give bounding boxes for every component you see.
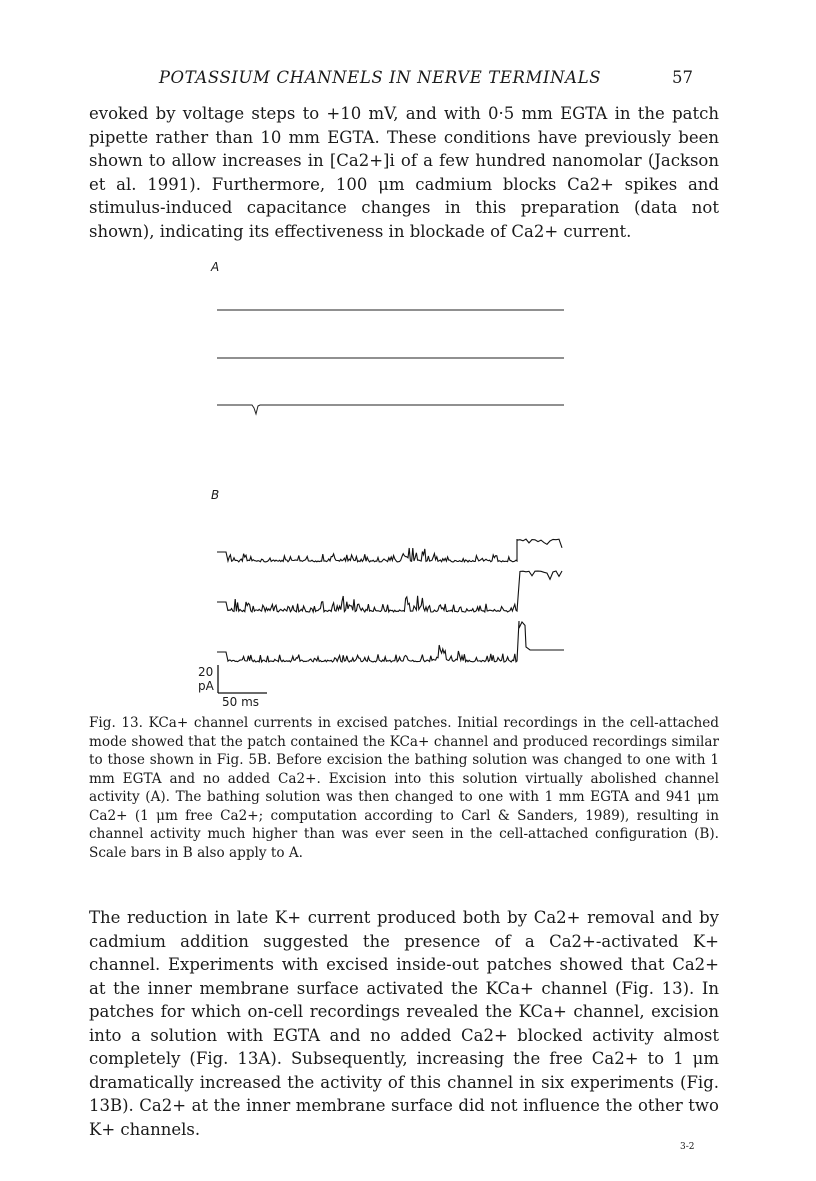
trace-b3 bbox=[217, 621, 564, 662]
paragraph-top: evoked by voltage steps to +10 mV, and with 0·5 mm EGTA in the patch pipette rather than 10 mm EGTA. These conditions have previously been shown to allow increases in [Ca2+]i of a few hundred nanomolar (Jackson et al. 1991). Furthermore, 100 μm cadmium blocks Ca2+ spikes and stimulus-induced capacitance changes in this preparation (data not shown), indicating its effectiveness in blockade of Ca2+ current. bbox=[89, 104, 719, 241]
trace-b2 bbox=[217, 571, 562, 612]
running-head: POTASSIUM CHANNELS IN NERVE TERMINALS bbox=[158, 68, 602, 87]
figure-caption bbox=[89, 714, 719, 862]
trace-b1 bbox=[217, 539, 562, 562]
traces-svg bbox=[190, 255, 590, 715]
page-number: 57 bbox=[672, 68, 693, 87]
figure-13 bbox=[190, 255, 590, 715]
trace-a3 bbox=[217, 405, 564, 414]
scale-y-value: 20 bbox=[198, 665, 214, 679]
panel-a-label: A bbox=[211, 260, 220, 274]
scale-x-label: 50 ms bbox=[222, 695, 260, 709]
footer-code: 3-2 bbox=[680, 1142, 695, 1152]
scale-y-unit: pA bbox=[198, 679, 214, 693]
caption-label: Fig. 13. bbox=[89, 715, 143, 731]
caption-text: KCa+ channel currents in excised patches. Initial recordings in the cell-attached mode showed that the patch contained the KCa+ channel and produced recordings similar to those shown in Fig. 5B. Before excision the bathing solution was changed to one with 1 mm EGTA and no added Ca2+. Excision into this solution virtually abolished channel activity (A). The bathing solution was then changed to one with 1 mm EGTA and 941 μm Ca2+ (1 μm free Ca2+; computation according to Carl & Sanders, 1989), resulting in channel activity much higher than was ever seen in the cell-attached configuration (B). Scale bars in B also apply to A. bbox=[89, 715, 720, 861]
paragraph-bottom: The reduction in late K+ current produced both by Ca2+ removal and by cadmium addition suggested the presence of a Ca2+-activated K+ channel. Experiments with excised inside-out patches showed that Ca2+ at the inner membrane surface activated the KCa+ channel (Fig. 13). In patches for which on-cell recordings revealed the KCa+ channel, excision into a solution with EGTA and no added Ca2+ blocked activity almost completely (Fig. 13A). Subsequently, increasing the free Ca2+ to 1 μm dramatically increased the activity of this channel in six experiments (Fig. 13B). Ca2+ at the inner membrane surface did not influence the other two K+ channels. bbox=[89, 908, 719, 1139]
panel-b-label: B bbox=[211, 488, 220, 502]
